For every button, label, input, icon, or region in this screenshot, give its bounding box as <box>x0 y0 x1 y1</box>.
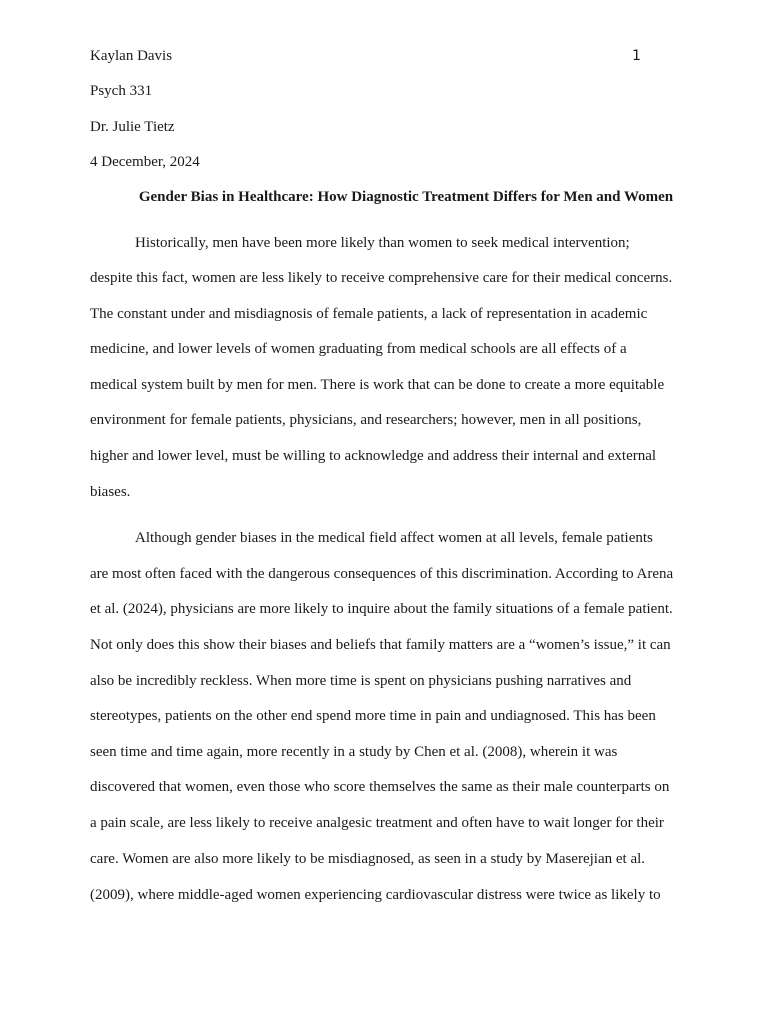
paragraph-line: The constant under and misdiagnosis of female patients, a lack of representation in academic <box>90 306 648 322</box>
instructor-name: Dr. Julie Tietz <box>90 119 175 135</box>
document-title: Gender Bias in Healthcare: How Diagnostic Treatment Differs for Men and Women <box>138 189 674 205</box>
paragraph-line: higher and lower level, must be willing to acknowledge and address their internal and external <box>90 448 657 464</box>
paragraph-line: stereotypes, patients on the other end spend more time in pain and undiagnosed. This has been <box>90 708 656 724</box>
paragraph-line: seen time and time again, more recently in a study by Chen et al. (2008), wherein it was <box>90 744 618 760</box>
paragraph-line: environment for female patients, physicians, and researchers; however, men in all positions, <box>90 412 642 428</box>
paragraph-line: care. Women are also more likely to be misdiagnosed, as seen in a study by Maserejian et al. <box>90 851 646 867</box>
paragraph-line: Not only does this show their biases and beliefs that family matters are a “women’s issue,” it can <box>90 637 671 653</box>
paragraph-line: despite this fact, women are less likely to receive comprehensive care for their medical concerns. <box>90 270 673 286</box>
course-name: Psych 331 <box>90 83 153 99</box>
page-number: 1 <box>632 48 641 64</box>
paragraph-line: medical system built by men for men. There is work that can be done to create a more equitable <box>90 377 665 393</box>
paragraph-line: medicine, and lower levels of women graduating from medical schools are all effects of a <box>90 341 627 357</box>
paragraph-line: also be incredibly reckless. When more time is spent on physicians pushing narratives and <box>90 673 632 689</box>
paragraph-line: are most often faced with the dangerous consequences of this discrimination. According to Arena <box>90 566 674 582</box>
paragraph-line: a pain scale, are less likely to receive analgesic treatment and often have to wait longer for their <box>90 815 664 831</box>
author-name: Kaylan Davis <box>90 48 173 64</box>
document-date: 4 December, 2024 <box>90 154 200 170</box>
paragraph-line: Historically, men have been more likely than women to seek medical intervention; <box>135 235 630 251</box>
paragraph-line: (2009), where middle-aged women experiencing cardiovascular distress were twice as likely to <box>90 887 661 903</box>
paragraph-line: Although gender biases in the medical field affect women at all levels, female patients <box>135 530 653 546</box>
paragraph-line: et al. (2024), physicians are more likely to inquire about the family situations of a female patient. <box>90 601 673 617</box>
paragraph-line: discovered that women, even those who score themselves the same as their male counterparts on <box>90 779 670 795</box>
paragraph-line: biases. <box>90 484 131 500</box>
